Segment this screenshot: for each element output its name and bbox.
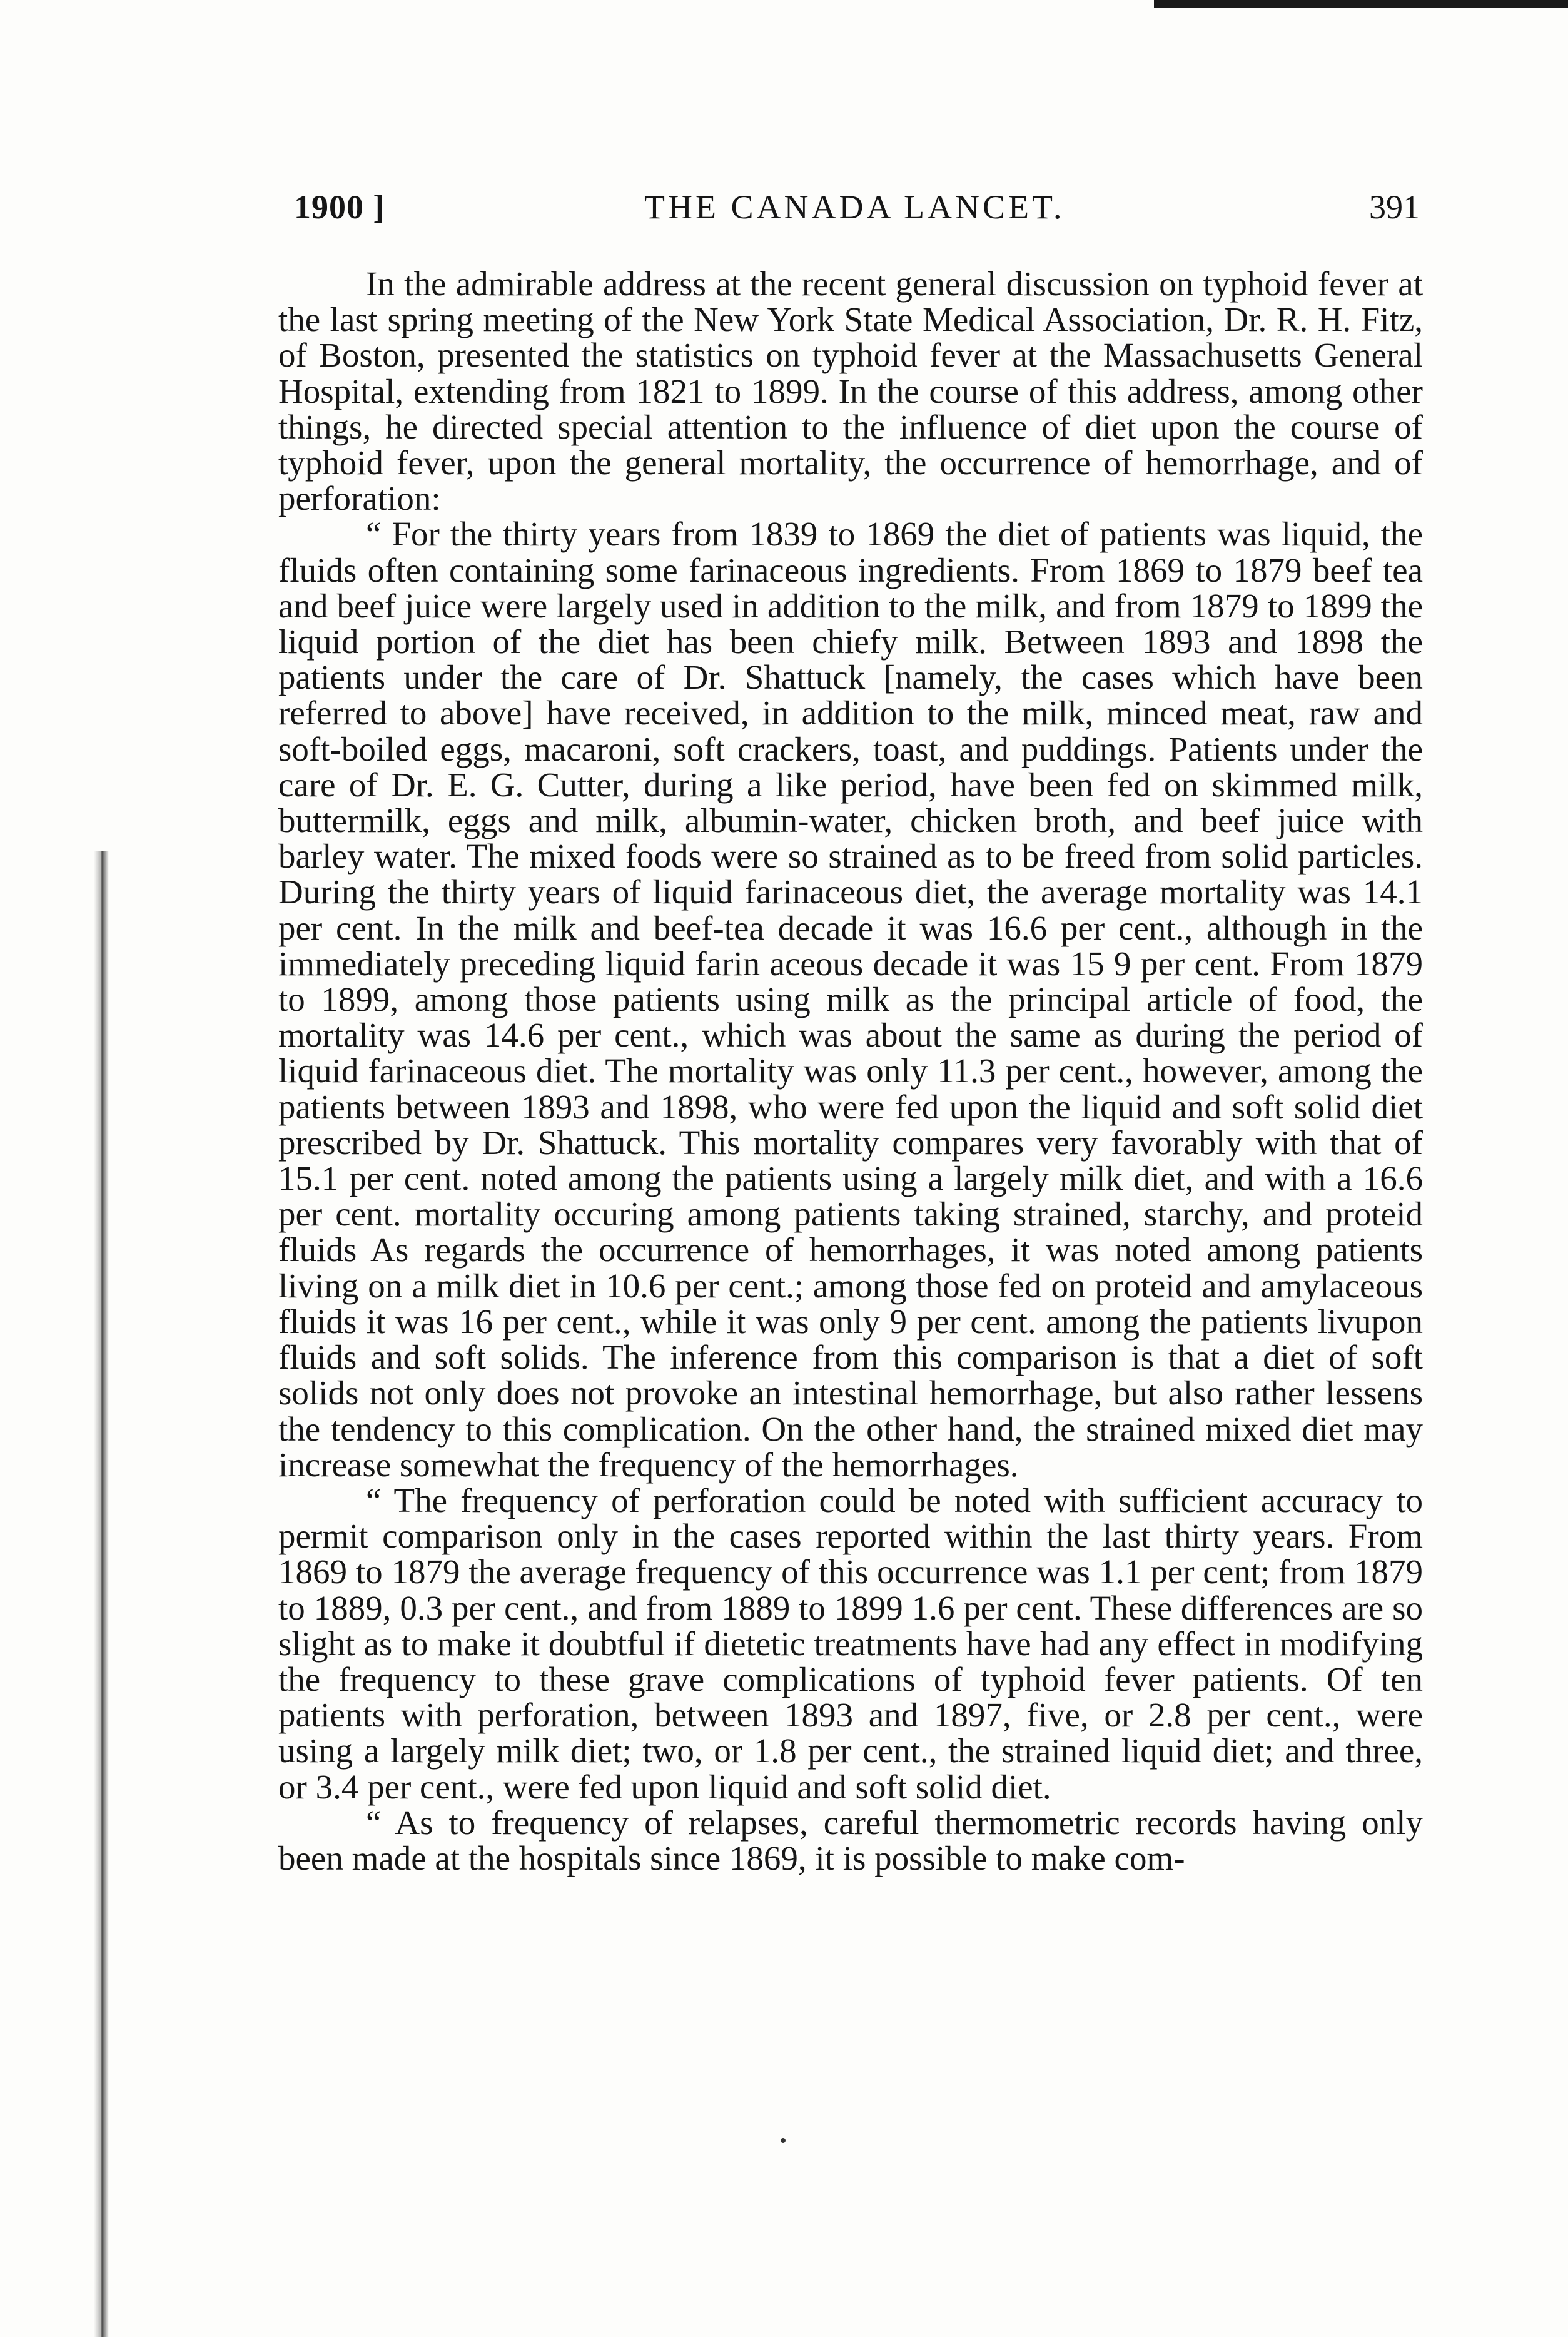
paragraph-intro: In the admirable address at the recent general discussion on typhoid fever at the last spring meeting of the New York State Medical Association, Dr. R. H. Fitz, of Boston, presented the statistics on typhoid fever at the Massachusetts General Hospital, extending from 1821 to 1899. In the course of this address, among other things, he directed special attention to the influence of diet upon the course of typhoid fever, upon the general mortality, the occurrence of hemorrhage, and of perforation: [278,265,1423,518]
journal-title: THE CANADA LANCET. [644,188,1065,226]
paragraph-quote-diet: “ For the thirty years from 1839 to 1869 the diet of patients was liquid, the fluids often containing some farinaceous ingredients. From 1869 to 1879 beef tea and beef juice were largely used in addition to the milk, and from 1879 to 1899 the liquid portion of the diet has been chiefy milk. Between 1893 and 1898 the patients under the care of Dr. Shattuck [namely, the cases which have been referred to above] have received, in addition to the milk, minced meat, raw and soft-boiled eggs, macaroni, soft crackers, toast, and puddings. Patients under the care of Dr. E. G. Cutter, during a like period, have been fed on skimmed milk, buttermilk, eggs and milk, albumin-water, chicken broth, and beef juice with barley water. The mixed foods were so strained as to be freed from solid particles. During the thirty years of liquid farinaceous diet, the average mortality was 14.1 per cent. In the milk and beef-tea decade it was 16.6 per cent., although in the immediately preceding liquid farin aceous decade it was 15 9 per cent. From 1879 to 1899, among those patients using milk as the principal article of food, the mortality was 14.6 per cent., which was about the same as during the period of liquid farinaceous diet. The mortality was only 11.3 per cent., however, among the patients between 1893 and 1898, who were fed upon the liquid and soft solid diet prescribed by Dr. Shattuck. This mortality compares very favorably with that of 15.1 per cent. noted among the patients using a largely milk diet, and with a 16.6 per cent. mortality occuring among patients taking strained, starchy, and proteid fluids As regards the occurrence of hemorrhages, it was noted among patients living on a milk diet in 10.6 per cent.; among those fed on proteid and amylaceous fluids it was 16 per cent., while it was only 9 per cent. among the patients livupon fluids and soft solids. The inference from this comparison is that a diet of soft solids not only does not provoke an intestinal hemorrhage, but also rather lessens the tendency to this complication. On the other hand, the strained mixed diet may increase somewhat the frequency of the hemorrhages. [278,515,1423,1484]
paragraph-quote-perforation: “ The frequency of perforation could be noted with sufficient accuracy to permit comparison only in the cases reported within the last thirty years. From 1869 to 1879 the average frequency of this occurrence was 1.1 per cent; from 1879 to 1889, 0.3 per cent., and from 1889 to 1899 1.6 per cent. These differences are so slight as to make it doubtful if dietetic treatments have had any effect in modifying the frequency to these grave complications of typhoid fever patients. Of ten patients with perforation, between 1893 and 1897, five, or 2.8 per cent., were using a largely milk diet; two, or 1.8 per cent., the strained liquid diet; and three, or 3.4 per cent., were fed upon liquid and soft solid diet. [278,1481,1423,1806]
article-body [278,266,1423,1876]
running-head-year: 1900 ] [294,188,385,226]
top-edge-rule [1154,0,1568,8]
paragraph-quote-relapses: “ As to frequency of relapses, careful thermometric records having only been made at the hospitals since 1869, it is possible to make com- [278,1803,1423,1877]
page-number: 391 [1369,188,1420,226]
ink-speck [781,2138,786,2143]
running-head [294,188,1420,238]
binding-shadow [94,851,109,2337]
